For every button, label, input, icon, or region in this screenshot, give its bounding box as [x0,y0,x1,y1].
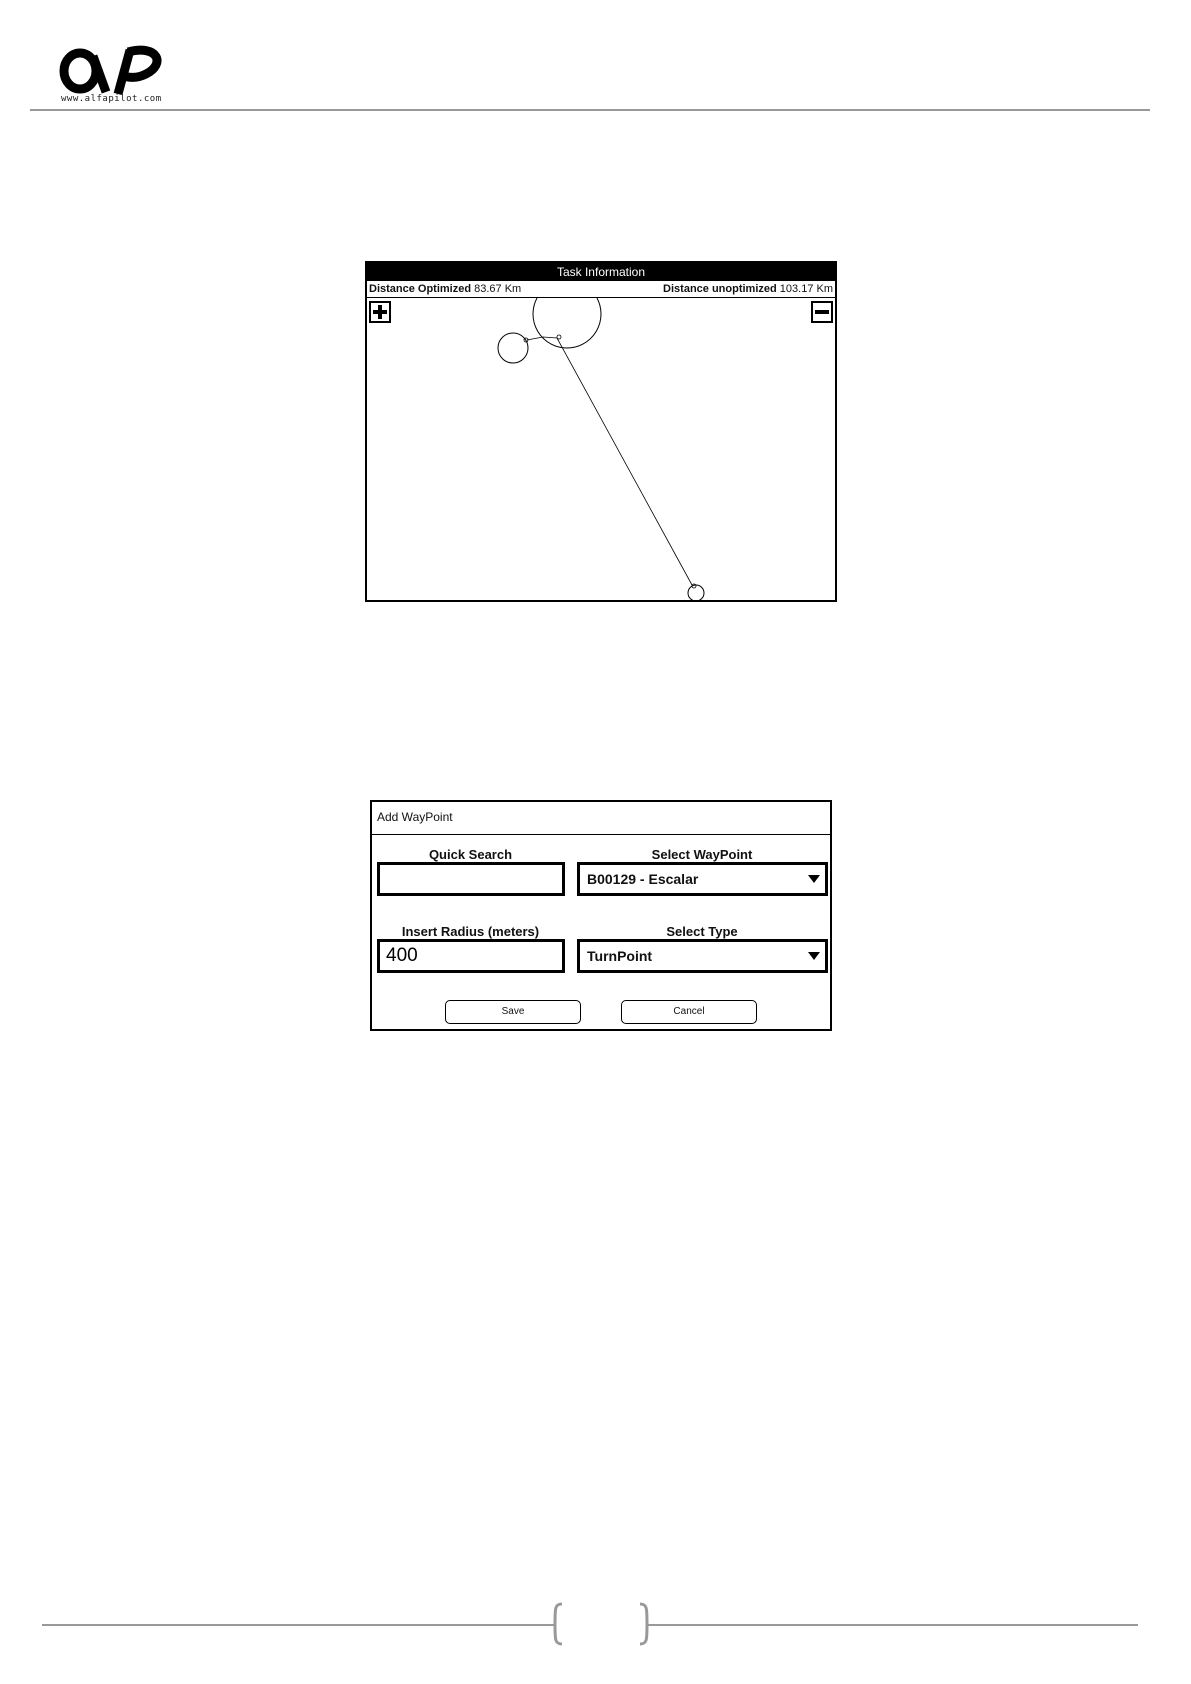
distance-unoptimized-value: 103.17 Km [779,283,833,295]
select-type-value: TurnPoint [587,948,653,964]
distance-optimized-label: Distance Optimized [369,283,472,295]
logo-url: www.alfapilot.com [61,94,162,104]
distance-optimized-value: 83.67 Km [474,283,522,295]
cylinder-large [533,298,601,348]
distance-unoptimized-label: Distance unoptimized [663,283,777,295]
select-waypoint-label: Select WayPoint [651,847,753,862]
radius-label: Insert Radius (meters) [401,924,540,939]
distance-bar [367,281,835,298]
cancel-button[interactable]: Cancel [621,1000,757,1024]
dropdown-arrow-icon [808,875,820,883]
task-information-panel [365,261,837,602]
distance-unoptimized [663,281,833,297]
cylinder-small [498,333,528,363]
task-map[interactable] [367,298,835,600]
task-route [527,337,692,585]
task-title: Task Information [367,263,835,281]
add-waypoint-dialog [370,800,832,1031]
quick-search-label: Quick Search [428,847,513,862]
select-type-label: Select Type [666,924,738,939]
save-button[interactable]: Save [445,1000,581,1024]
select-waypoint-value: B00129 - Escalar [587,871,699,887]
dropdown-arrow-icon [808,952,820,960]
distance-optimized [369,281,521,297]
zoom-out-button[interactable] [811,301,833,323]
radius-input[interactable] [377,939,565,973]
plus-icon [371,303,389,321]
select-type-dropdown[interactable] [577,939,828,973]
dialog-title-divider [372,834,830,835]
zoom-in-button[interactable] [369,301,391,323]
header-divider [30,109,1150,111]
quick-search-input[interactable] [377,862,565,896]
minus-icon [813,303,831,321]
page-bracket-right [638,1602,650,1646]
waypoint-marker [557,335,561,339]
footer-divider-right [648,1624,1138,1626]
select-waypoint-dropdown[interactable] [577,862,828,896]
page-bracket-left [552,1602,564,1646]
footer-divider-left [42,1624,556,1626]
dialog-title: Add WayPoint [377,810,453,824]
